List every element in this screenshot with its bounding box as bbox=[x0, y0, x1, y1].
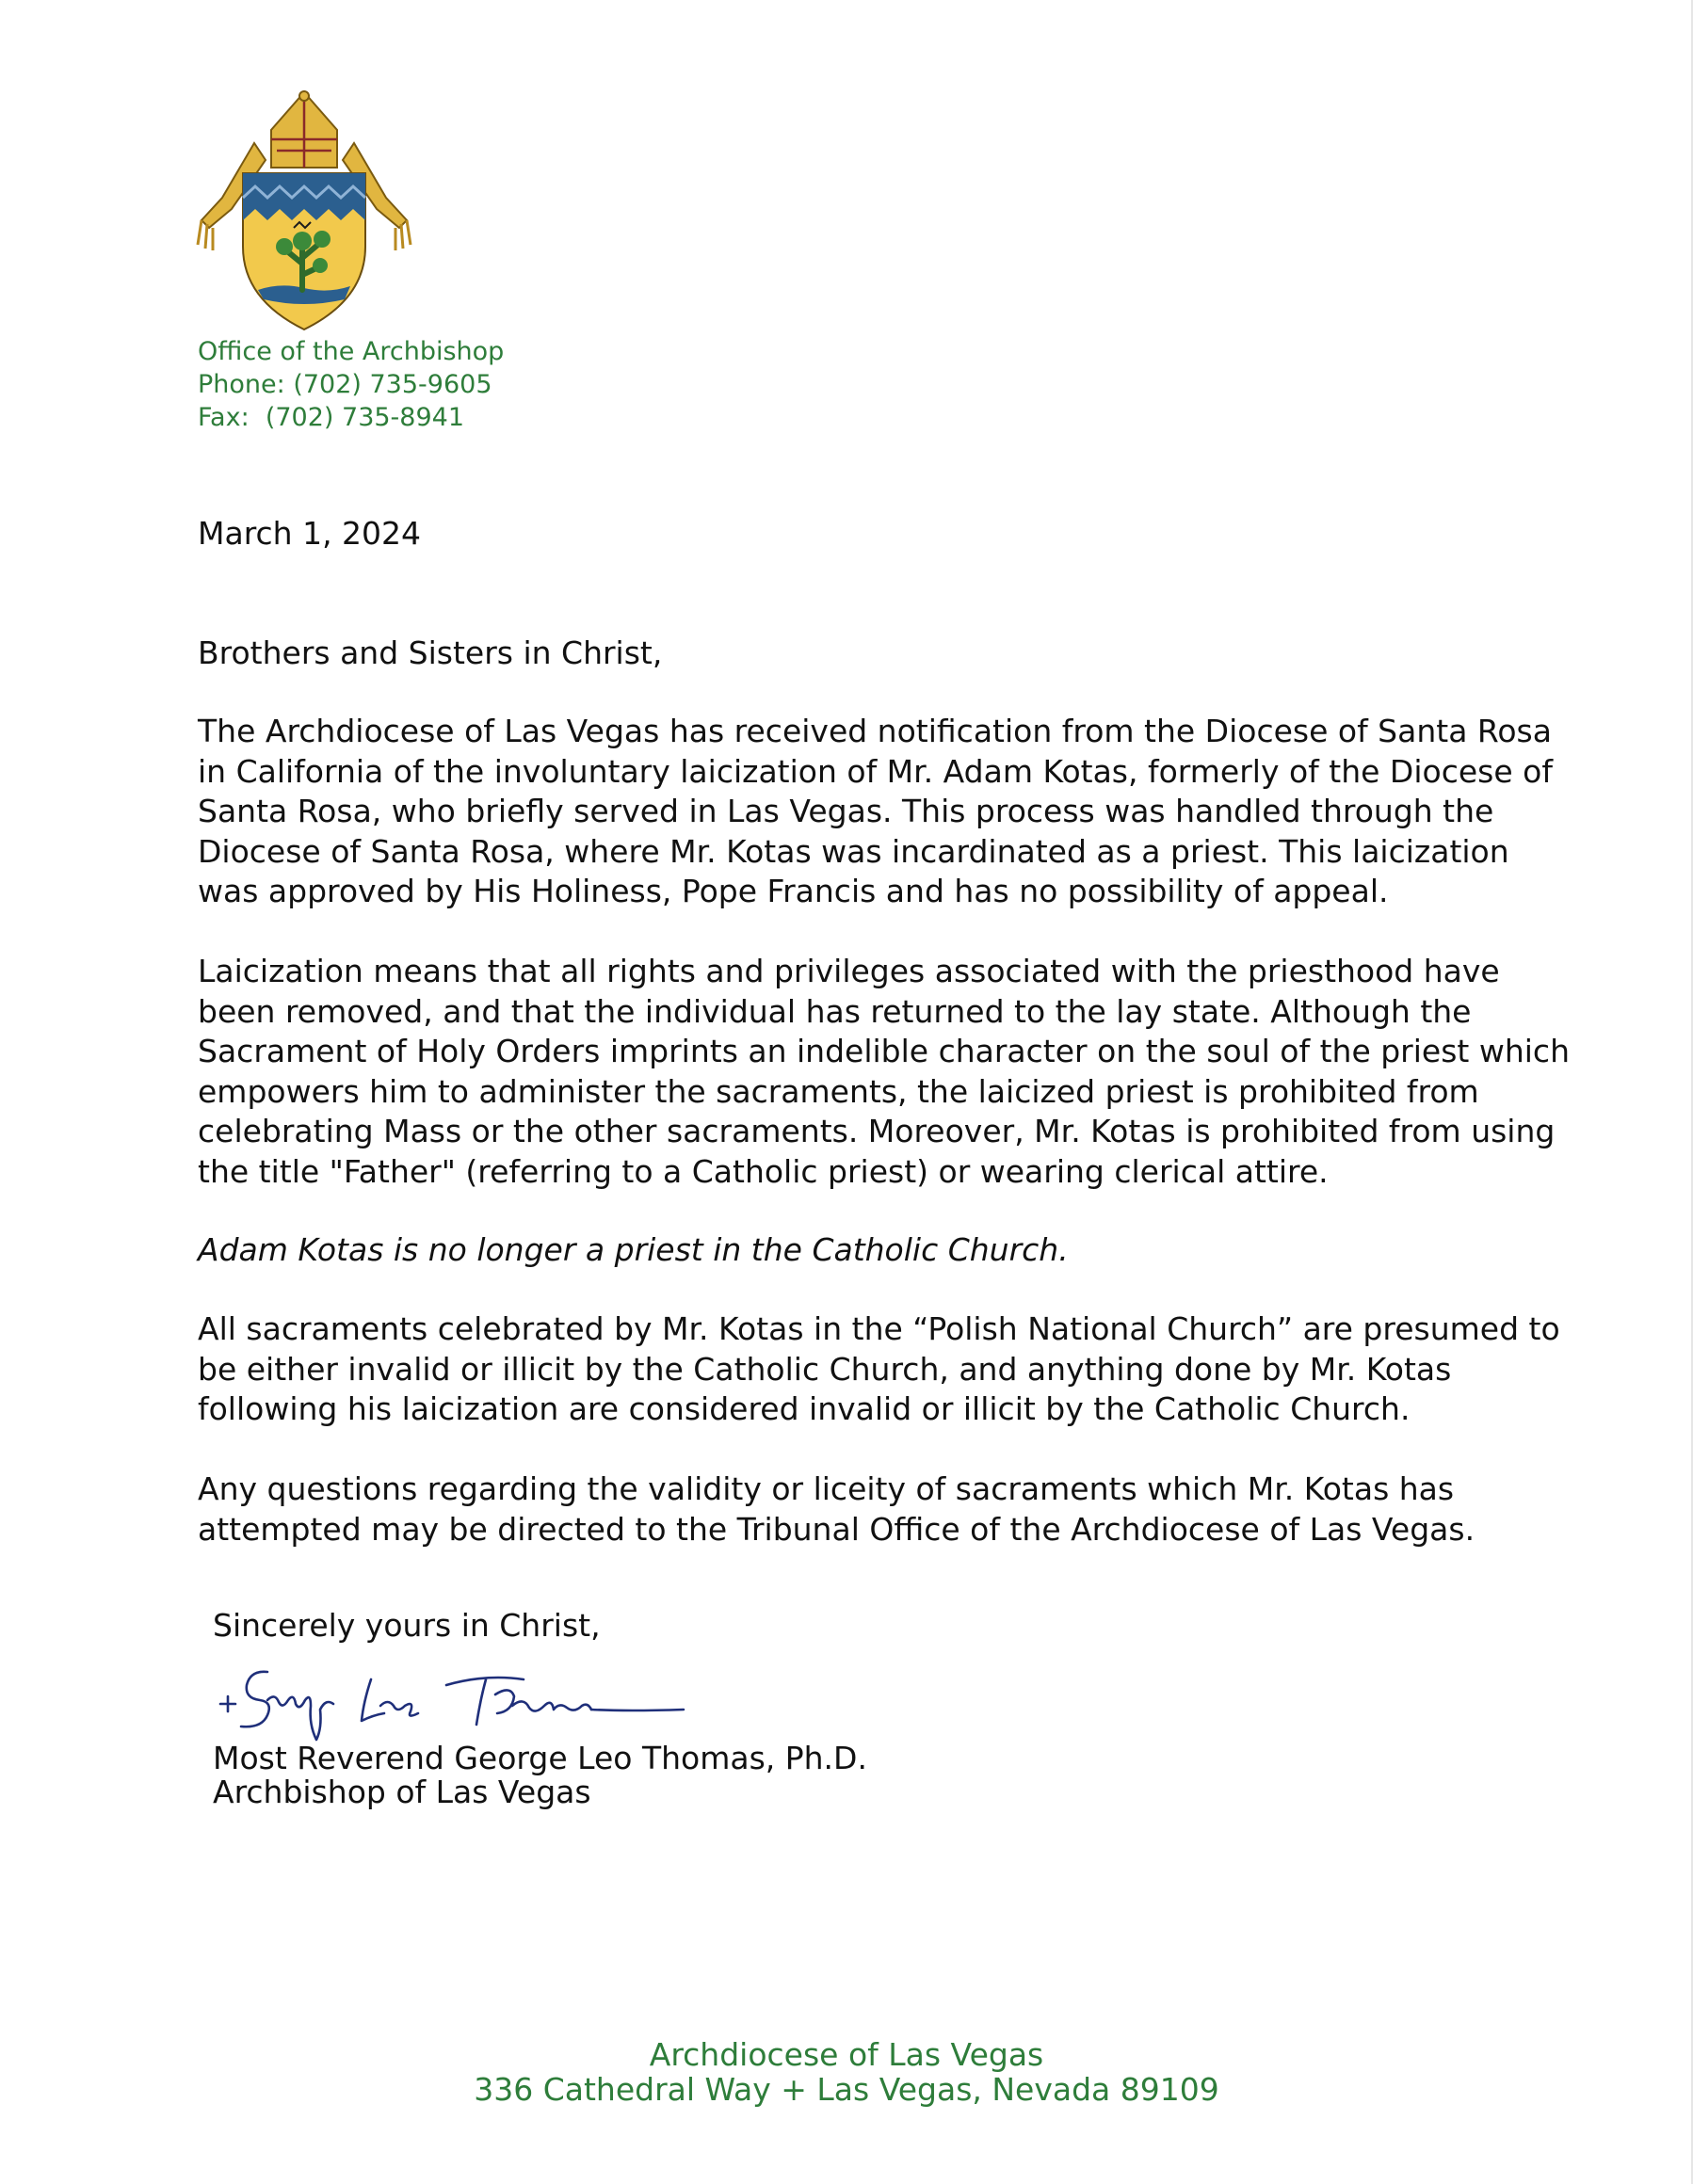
paragraph-sacraments bbox=[198, 1309, 1560, 1430]
paragraph-line: been removed, and that the individual has returned to the lay state. Although the bbox=[198, 992, 1472, 1030]
signer-title: Archbishop of Las Vegas bbox=[213, 1774, 591, 1810]
handwritten-signature-icon bbox=[213, 1653, 702, 1743]
office-fax: Fax: (702) 735-8941 bbox=[198, 403, 465, 432]
paragraph-line: The Archdiocese of Las Vegas has received notification from the Diocese of Santa Rosa bbox=[198, 713, 1552, 749]
paragraph-questions bbox=[198, 1469, 1535, 1550]
letter-footer bbox=[0, 2037, 1693, 2107]
signer-name: Most Reverend George Leo Thomas, Ph.D. bbox=[213, 1740, 867, 1776]
paragraph-line: Any questions regarding the validity or liceity of sacraments which Mr. Kotas has bbox=[198, 1470, 1455, 1507]
paragraph-italic-statement bbox=[198, 1230, 1535, 1271]
paragraph-line: Adam Kotas is no longer a priest in the Catholic Church. bbox=[198, 1231, 1069, 1268]
office-contact-block bbox=[198, 335, 504, 434]
footer-address: 336 Cathedral Way + Las Vegas, Nevada 89109 bbox=[474, 2071, 1219, 2108]
paragraph-line: the title "Father" (referring to a Catholic priest) or wearing clerical attire. bbox=[198, 1152, 1329, 1190]
letter-closing: Sincerely yours in Christ, bbox=[213, 1607, 601, 1644]
paragraph-line: following his laicization are considered invalid or illicit by the Catholic Church. bbox=[198, 1390, 1411, 1427]
paragraph-line: celebrating Mass or the other sacraments. Moreover, Mr. Kotas is prohibited from using bbox=[198, 1113, 1556, 1149]
paragraph-line: All sacraments celebrated by Mr. Kotas in the “Polish National Church” are presumed to bbox=[198, 1310, 1560, 1347]
paragraph-line: attempted may be directed to the Tribunal Office of the Archdiocese of Las Vegas. bbox=[198, 1510, 1475, 1548]
paragraph-laicization-meaning bbox=[198, 952, 1570, 1192]
paragraph-notification bbox=[198, 712, 1553, 912]
paragraph-line: Sacrament of Holy Orders imprints an indelible character on the soul of the priest which bbox=[198, 1033, 1570, 1069]
paragraph-line: was approved by His Holiness, Pope Francis and has no possibility of appeal. bbox=[198, 873, 1389, 909]
paragraph-line: Diocese of Santa Rosa, where Mr. Kotas was incardinated as a priest. This laicization bbox=[198, 832, 1509, 870]
paragraph-line: Santa Rosa, who briefly served in Las Vegas. This process was handled through the bbox=[198, 793, 1494, 829]
archdiocese-coat-of-arms-icon bbox=[196, 87, 412, 333]
office-phone: Phone: (702) 735-9605 bbox=[198, 370, 492, 399]
signer-block bbox=[213, 1742, 867, 1809]
footer-organization: Archdiocese of Las Vegas bbox=[649, 2036, 1044, 2073]
office-label: Office of the Archbishop bbox=[198, 337, 505, 366]
letter-date: March 1, 2024 bbox=[198, 515, 422, 552]
paragraph-line: be either invalid or illicit by the Catholic Church, and anything done by Mr. Kotas bbox=[198, 1350, 1452, 1388]
paragraph-line: Laicization means that all rights and privileges associated with the priesthood have bbox=[198, 953, 1500, 989]
paragraph-line: empowers him to administer the sacraments, the laicized priest is prohibited from bbox=[198, 1072, 1479, 1110]
letter-greeting: Brothers and Sisters in Christ, bbox=[198, 634, 663, 671]
paragraph-line: in California of the involuntary laicization of Mr. Adam Kotas, formerly of the Diocese of bbox=[198, 752, 1553, 790]
